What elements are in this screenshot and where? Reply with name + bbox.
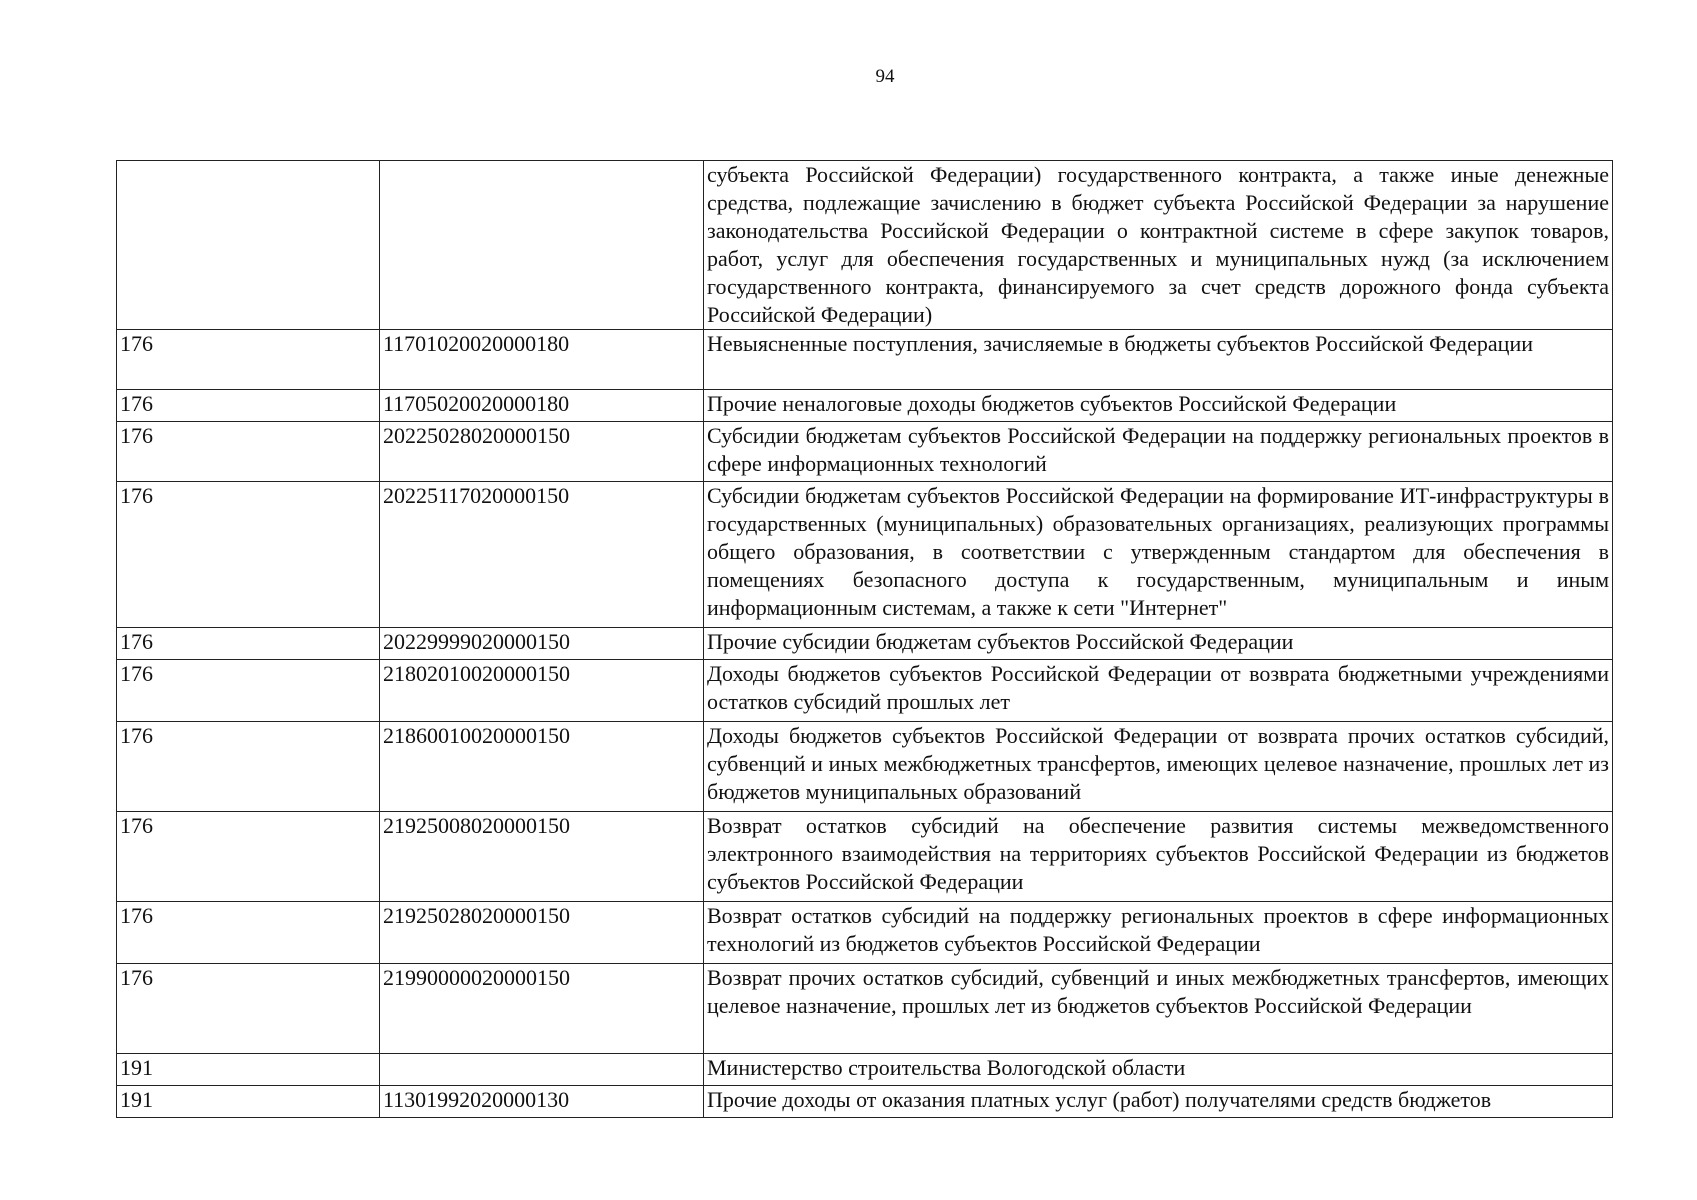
table-row (117, 722, 1613, 812)
table-row (117, 964, 1613, 1054)
budget-code-cell: 11301992020000130 (380, 1086, 704, 1118)
budget-code-cell: 21860010020000150 (380, 722, 704, 812)
description-cell: Министерство строительства Вологодской области (704, 1054, 1613, 1086)
table-row (117, 1086, 1613, 1118)
budget-code-cell: 20229999020000150 (380, 628, 704, 660)
description-cell: субъекта Российской Федерации) государственного контракта, а также иные денежные средства, подлежащие зачислению в бюджет субъекта Российской Федерации за нарушение законодательства Российской Федерации о контрактной системе в сфере закупок товаров, работ, услуг для обеспечения государственных и муниципальных нужд (за исключением государственного контракта, финансируемого за счет средств дорожного фонда субъекта Российской Федерации) (704, 161, 1613, 330)
admin-code-cell: 176 (117, 812, 380, 902)
budget-code-cell: 21925028020000150 (380, 902, 704, 964)
description-cell: Субсидии бюджетам субъектов Российской Федерации на поддержку региональных проектов в сфере информационных технологий (704, 422, 1613, 482)
description-cell: Возврат остатков субсидий на поддержку региональных проектов в сфере информационных технологий из бюджетов субъектов Российской Федерации (704, 902, 1613, 964)
budget-code-cell: 11701020020000180 (380, 330, 704, 390)
description-cell: Прочие неналоговые доходы бюджетов субъектов Российской Федерации (704, 390, 1613, 422)
admin-code-cell: 176 (117, 902, 380, 964)
description-cell: Доходы бюджетов субъектов Российской Федерации от возврата прочих остатков субсидий, субвенций и иных межбюджетных трансфертов, имеющих целевое назначение, прошлых лет из бюджетов муниципальных образований (704, 722, 1613, 812)
table-row (117, 422, 1613, 482)
table-row (117, 660, 1613, 722)
budget-code-cell (380, 1054, 704, 1086)
admin-code-cell (117, 161, 380, 330)
table-row (117, 812, 1613, 902)
budget-code-cell: 21990000020000150 (380, 964, 704, 1054)
budget-code-cell: 20225117020000150 (380, 482, 704, 628)
table-row (117, 161, 1613, 330)
admin-code-cell: 191 (117, 1054, 380, 1086)
table-row (117, 482, 1613, 628)
description-cell: Возврат прочих остатков субсидий, субвенций и иных межбюджетных трансфертов, имеющих целевое назначение, прошлых лет из бюджетов субъектов Российской Федерации (704, 964, 1613, 1054)
description-cell: Возврат остатков субсидий на обеспечение развития системы межведомственного электронного взаимодействия на территориях субъектов Российской Федерации из бюджетов субъектов Российской Федерации (704, 812, 1613, 902)
budget-code-cell: 21925008020000150 (380, 812, 704, 902)
admin-code-cell: 176 (117, 722, 380, 812)
admin-code-cell: 176 (117, 330, 380, 390)
table-row (117, 1054, 1613, 1086)
admin-code-cell: 176 (117, 390, 380, 422)
admin-code-cell: 176 (117, 482, 380, 628)
table-row (117, 628, 1613, 660)
budget-code-cell: 20225028020000150 (380, 422, 704, 482)
page-number: 94 (875, 66, 895, 87)
budget-code-cell: 21802010020000150 (380, 660, 704, 722)
admin-code-cell: 176 (117, 628, 380, 660)
description-cell: Доходы бюджетов субъектов Российской Федерации от возврата бюджетными учреждениями остатков субсидий прошлых лет (704, 660, 1613, 722)
admin-code-cell: 176 (117, 964, 380, 1054)
admin-code-cell: 176 (117, 660, 380, 722)
admin-code-cell: 191 (117, 1086, 380, 1118)
description-cell: Прочие доходы от оказания платных услуг (работ) получателями средств бюджетов (704, 1086, 1613, 1118)
admin-code-cell: 176 (117, 422, 380, 482)
description-cell: Субсидии бюджетам субъектов Российской Федерации на формирование ИТ-инфраструктуры в государственных (муниципальных) образовательных организациях, реализующих программы общего образования, в соответствии с утвержденным стандартом для обеспечения в помещениях безопасного доступа к государственным, муниципальным и иным информационным системам, а также к сети "Интернет" (704, 482, 1613, 628)
revenue-codes-table (116, 160, 1613, 1118)
table-row (117, 330, 1613, 390)
description-cell: Прочие субсидии бюджетам субъектов Российской Федерации (704, 628, 1613, 660)
budget-code-cell: 11705020020000180 (380, 390, 704, 422)
budget-code-cell (380, 161, 704, 330)
description-cell: Невыясненные поступления, зачисляемые в бюджеты субъектов Российской Федерации (704, 330, 1613, 390)
table-row (117, 902, 1613, 964)
table-row (117, 390, 1613, 422)
